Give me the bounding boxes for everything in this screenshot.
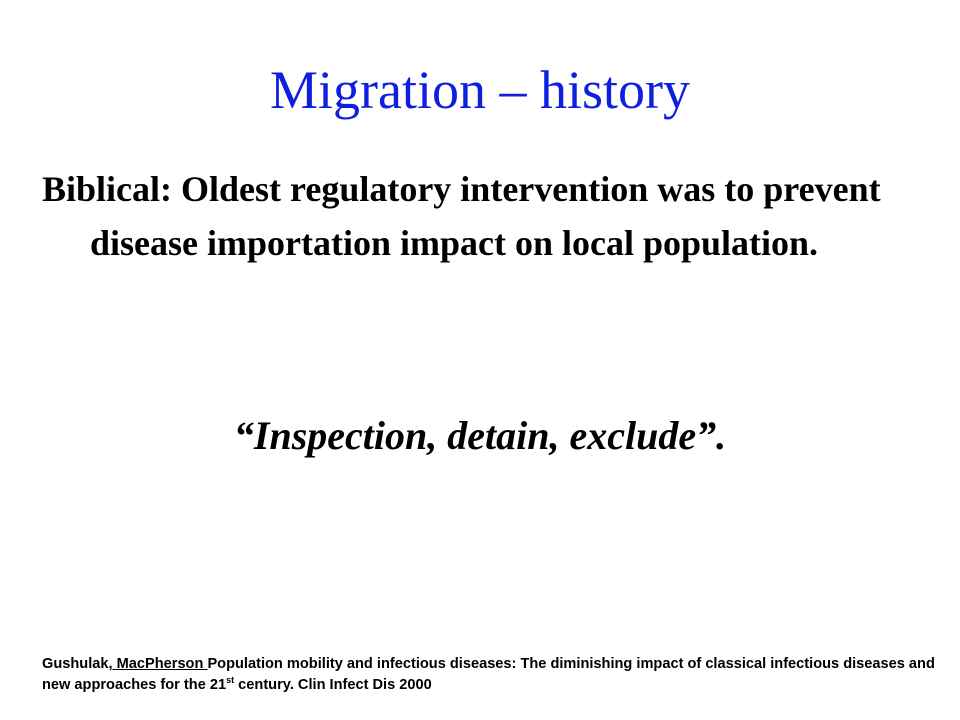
citation-text: Population mobility and infectious diseases: The diminishing impact of classical infectious diseases and new approaches for the 21 [42, 656, 935, 693]
body-text: Biblical: Oldest regulatory intervention was to prevent disease importation impact on local population. [42, 169, 881, 263]
citation-superscript: st [226, 675, 235, 686]
citation-coauthor: , MacPherson [108, 656, 208, 672]
slide-title: Migration – history [270, 60, 690, 120]
citation-author: Gushulak [42, 656, 109, 672]
quote-text: “Inspection, detain, exclude”. [233, 413, 727, 458]
citation [42, 654, 942, 696]
citation-text-end: century. Clin Infect Dis 2000 [234, 677, 432, 693]
